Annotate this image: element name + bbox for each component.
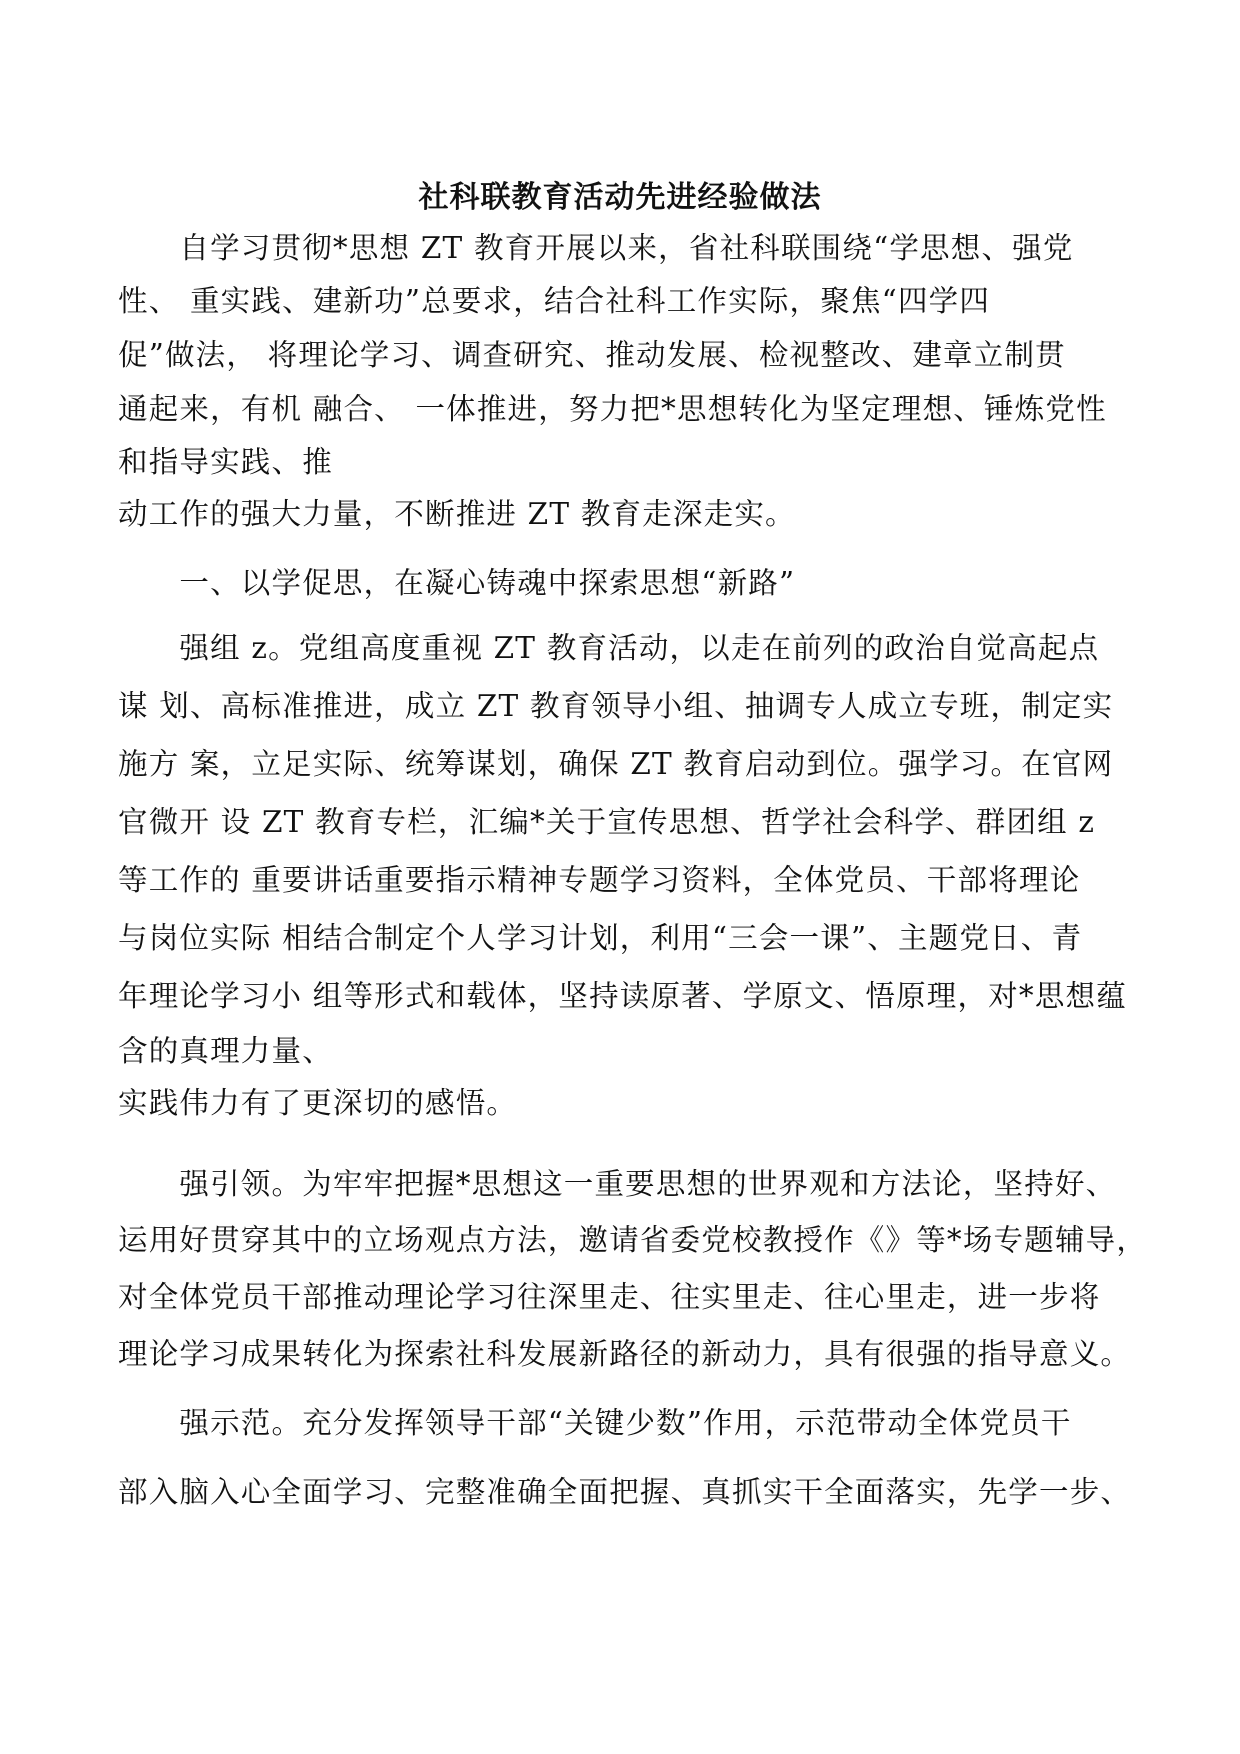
text-line: 运用好贯穿其中的立场观点方法，邀请省委党校教授作《》等*场专题辅导，: [118, 1223, 1148, 1257]
text-line: 等工作的 重要讲话重要指示精神专题学习资料，全体党员、干部将理论: [118, 863, 1081, 897]
text-line: 官微开 设 ZT 教育专栏，汇编*关于宣传思想、哲学社会科学、群团组 z: [118, 805, 1096, 839]
document-title: 社科联教育活动先进经验做法: [418, 180, 822, 215]
text-line: 实践伟力有了更深切的感悟。: [118, 1086, 518, 1120]
text-line: 部入脑入心全面学习、完整准确全面把握、真抓实干全面落实，先学一步、: [118, 1475, 1132, 1509]
section-heading: 一、以学促思，在凝心铸魂中探索思想“新路”: [118, 566, 796, 600]
text-line: 含的真理力量、: [118, 1034, 333, 1068]
text-line: 谋 划、高标准推进，成立 ZT 教育领导小组、抽调专人成立专班，制定实: [118, 689, 1114, 723]
text-line: 施方 案，立足实际、统筹谋划，确保 ZT 教育启动到位。强学习。在官网: [118, 747, 1114, 781]
text-line: 促”做法， 将理论学习、调查研究、推动发展、检视整改、建章立制贯: [118, 338, 1066, 372]
text-line: 强示范。充分发挥领导干部“关键少数”作用，示范带动全体党员干: [118, 1406, 1072, 1440]
text-line: 理论学习成果转化为探索社科发展新路径的新动力，具有很强的指导意义。: [118, 1337, 1132, 1371]
text-line: 强引领。为牢牢把握*思想这一重要思想的世界观和方法论，坚持好、: [118, 1167, 1117, 1201]
text-line: 对全体党员干部推动理论学习往深里走、往实里走、往心里走，进一步将: [118, 1280, 1101, 1314]
text-line: 强组 z。党组高度重视 ZT 教育活动，以走在前列的政治自觉高起点: [118, 631, 1100, 665]
text-line: 动工作的强大力量，不断推进 ZT 教育走深走实。: [118, 497, 796, 531]
text-line: 通起来，有机 融合、 一体推进，努力把*思想转化为坚定理想、锤炼党性: [118, 392, 1107, 426]
text-line: 与岗位实际 相结合制定个人学习计划，利用“三会一课”、主题党日、青: [118, 921, 1083, 955]
text-line: 和指导实践、推: [118, 445, 333, 479]
text-line: 年理论学习小 组等形式和载体，坚持读原著、学原文、悟原理，对*思想蕴: [118, 979, 1127, 1013]
text-line: 性、 重实践、建新功”总要求，结合社科工作实际，聚焦“四学四: [118, 284, 991, 318]
text-line: 自学习贯彻*思想 ZT 教育开展以来，省社科联围绕“学思想、强党: [118, 231, 1074, 265]
